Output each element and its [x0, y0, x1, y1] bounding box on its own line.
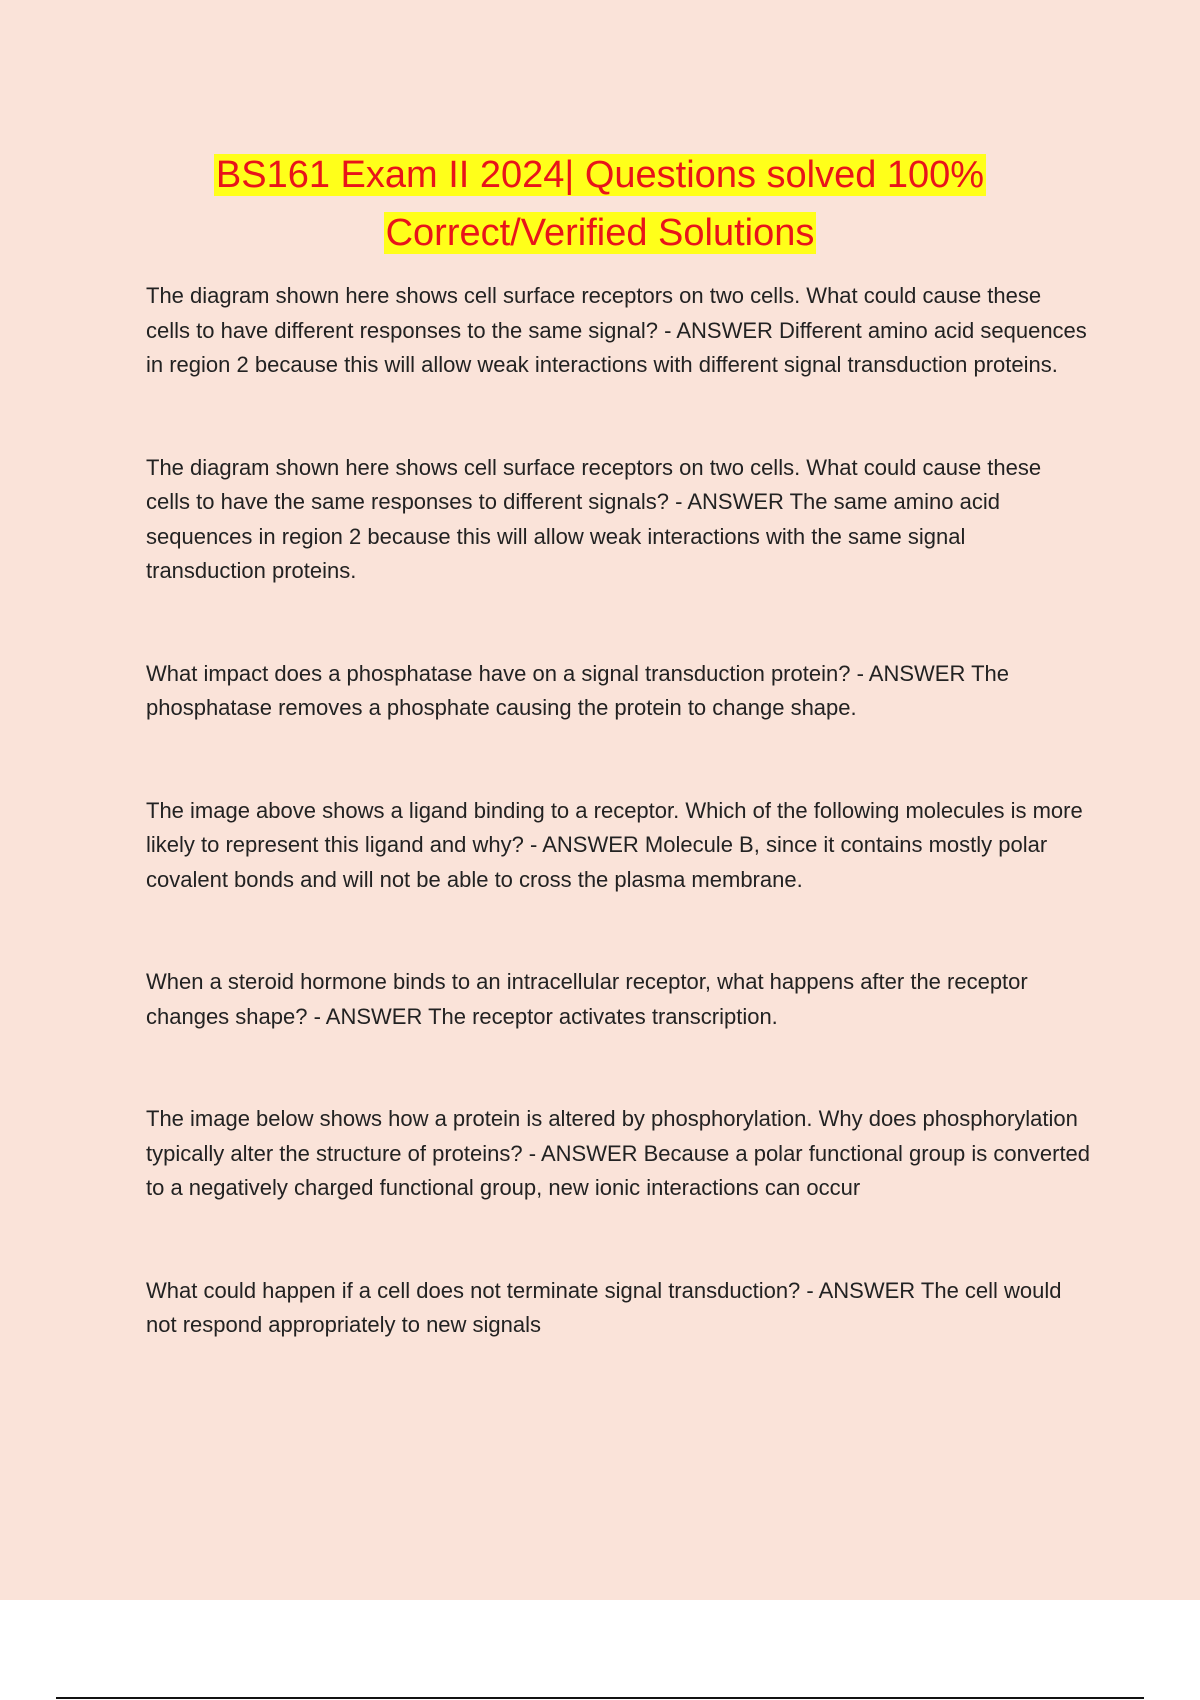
title-line-1 — [0, 146, 1200, 204]
title-line-2-text: Correct/Verified Solutions — [385, 212, 815, 254]
qa-item-6: The image below shows how a protein is altered by phosphorylation. Why does phosphorylation typically alter the structure of proteins? - ANSWER Because a polar functional group is converted to a negatively charged functional group, new ionic interactions can occur — [146, 1106, 1091, 1200]
qa-item-5: When a steroid hormone binds to an intracellular receptor, what happens after the receptor changes shape? - ANSWER The receptor activates transcription. — [146, 969, 1028, 1029]
qa-item-4: The image above shows a ligand binding to a receptor. Which of the following molecules is more likely to represent this ligand and why? - ANSWER Molecule B, since it contains mostly polar covalent bonds and will not be able to cross the plasma membrane. — [146, 797, 1083, 892]
qa-item-1: The diagram shown here shows cell surface receptors on two cells. What could cause these cells to have different responses to the same signal? - ANSWER Different amino acid sequences in region 2 because this will allow weak interactions with different signal transduction proteins. — [146, 283, 1087, 377]
qa-item-7: What could happen if a cell does not terminate signal transduction? - ANSWER The cell would not respond appropriately to new signals — [146, 1277, 1062, 1337]
title-line-2 — [0, 204, 1200, 262]
qa-item-2: The diagram shown here shows cell surface receptors on two cells. What could cause these cells to have the same responses to different signals? - ANSWER The same amino acid sequences in region 2 because this will allow weak interactions with the same signal transduction proteins. — [146, 454, 1042, 583]
qa-item-3: What impact does a phosphatase have on a signal transduction protein? - ANSWER The phosphatase removes a phosphate causing the protein to change shape. — [146, 660, 1009, 720]
bottom-divider — [56, 1697, 1144, 1699]
title-line-1-text: BS161 Exam II 2024| Questions solved 100% — [215, 154, 985, 196]
qa-list — [146, 279, 1091, 1343]
document-title — [0, 146, 1200, 262]
